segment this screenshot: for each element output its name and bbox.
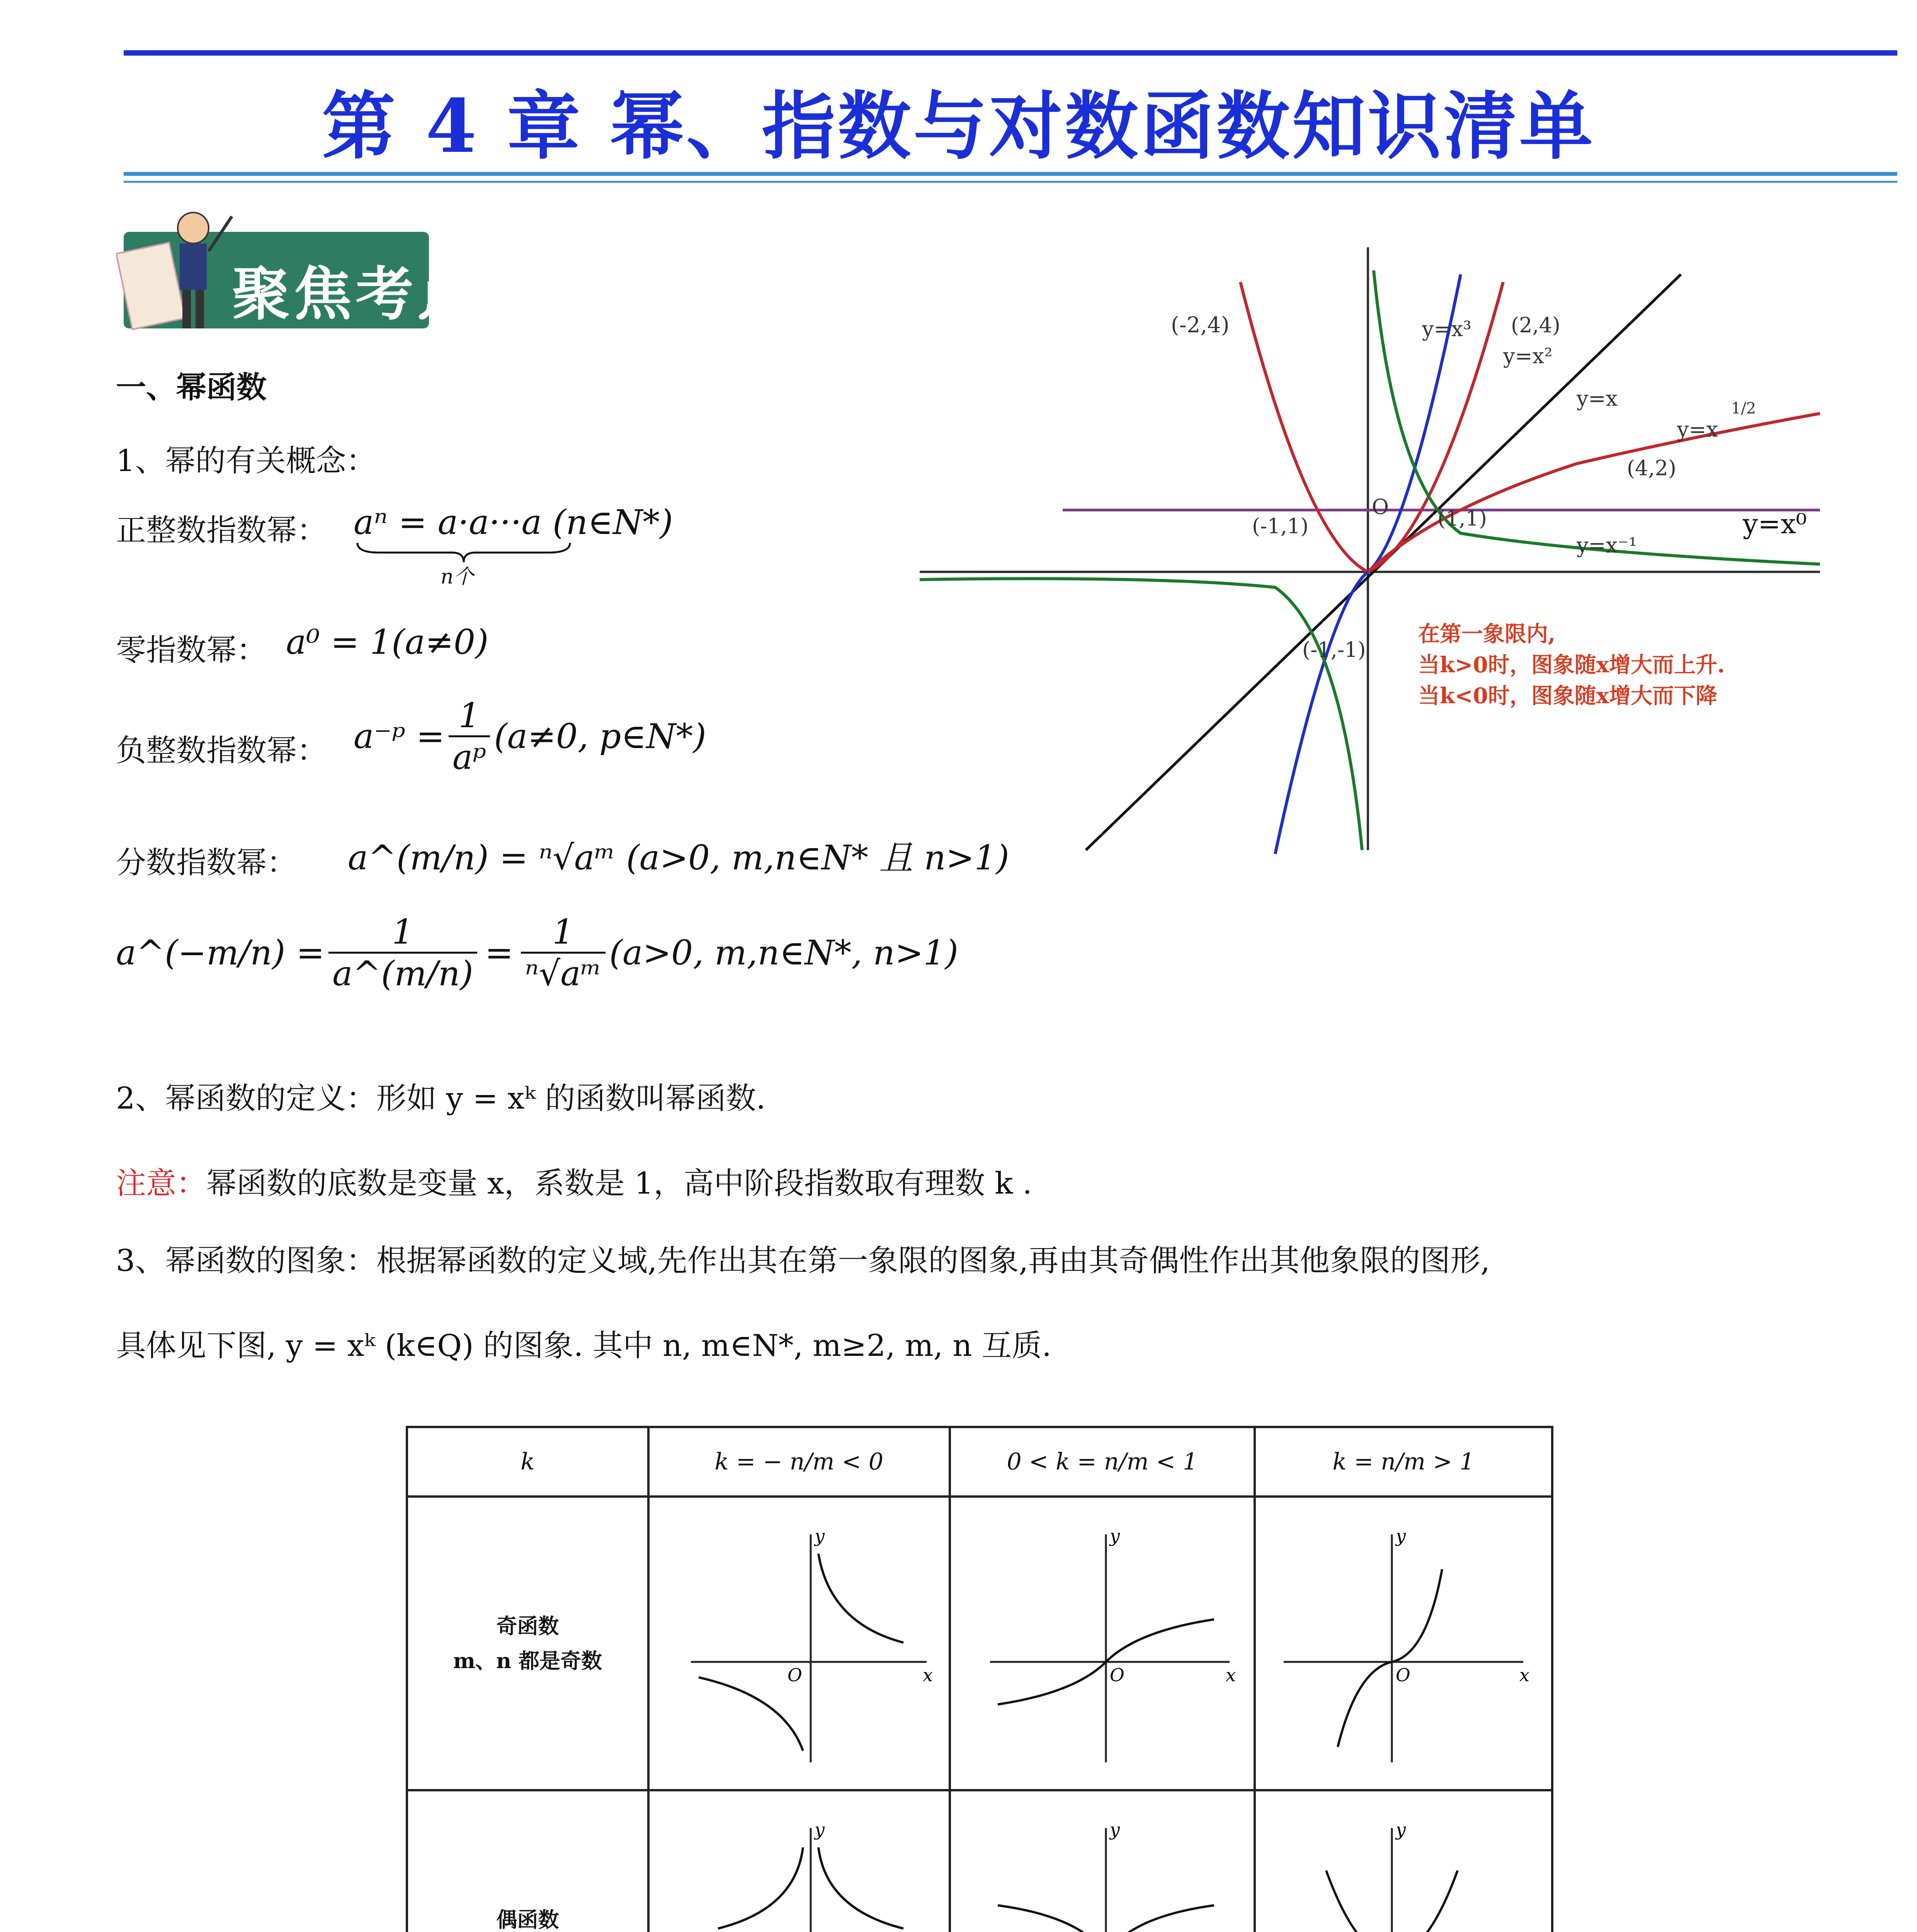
plot-odd-between <box>959 1507 1245 1778</box>
section-heading: 一、幂函数 <box>116 370 267 405</box>
svg-text:y: y <box>1396 1819 1406 1840</box>
table-header-greater: k = n/m > 1 <box>1255 1427 1552 1497</box>
table-row <box>407 1497 1552 1790</box>
plot-odd-negative <box>656 1507 942 1778</box>
svg-text:O: O <box>1396 1665 1410 1685</box>
plot-even-negative <box>656 1801 942 1932</box>
neg-num: 1 <box>449 696 490 737</box>
cell-even-greater <box>1255 1790 1552 1932</box>
def-negative-label: 负整数指数幂： <box>116 733 327 768</box>
neg-fraction <box>449 696 490 777</box>
item-1: 1、幂的有关概念： <box>116 444 376 478</box>
note-text: 幂函数的底数是变量 x，系数是 1，高中阶段指数取有理数 k . <box>206 1166 1032 1201</box>
svg-text:x: x <box>1519 1665 1530 1685</box>
label-y-x0: y=x⁰ <box>1743 508 1807 540</box>
def-fraction2-formula: a^(−m/n) = $\frac{1}{a\^{}(m/n)}$ = $\frac{1}{\text{ⁿ√aᵐ}}$ (a>0, m,n∈N*, n>1) <box>116 912 958 993</box>
frac2-fraction-1 <box>328 912 477 993</box>
graph-note-2: 当k>0时，图象随x增大而上升. <box>1418 652 1725 678</box>
svg-text:O: O <box>787 1665 802 1685</box>
table-header-k: k <box>407 1427 648 1497</box>
badge-label: 聚焦考点 <box>232 260 480 328</box>
label-half: 1/2 <box>1731 400 1756 417</box>
title-underline <box>124 172 1897 176</box>
frac2-fraction-2 <box>521 912 605 993</box>
plot-even-between <box>959 1801 1245 1932</box>
cell-odd-greater <box>1255 1497 1552 1790</box>
label-p-m1m1: (-1,-1) <box>1302 638 1366 662</box>
label-y-xm1: y=x⁻¹ <box>1577 533 1637 558</box>
cell-even-negative <box>648 1790 950 1932</box>
frac2-den-1: a^(m/n) <box>332 954 473 993</box>
plot-even-greater <box>1260 1801 1546 1932</box>
page-title: 第 4 章 幂、指数与对数函数知识清单 <box>322 83 1595 169</box>
item-2: 2、幂函数的定义：形如 y = xᵏ 的函数叫幂函数. <box>116 1081 766 1116</box>
def-positive-label: 正整数指数幂： <box>116 513 327 548</box>
svg-text:y: y <box>1110 1526 1120 1546</box>
svg-text:y: y <box>814 1819 825 1840</box>
svg-text:x: x <box>922 1665 933 1685</box>
table-header-negative: k = − n/m < 0 <box>648 1427 950 1497</box>
label-p-m11: (-1,1) <box>1252 514 1309 538</box>
graph-note-1: 在第一象限内, <box>1418 621 1556 647</box>
note-label: 注意： <box>116 1166 207 1201</box>
label-p-24: (2,4) <box>1511 313 1561 337</box>
table-header-between: 0 < k = n/m < 1 <box>950 1427 1255 1497</box>
neg-lhs: a⁻ᵖ = <box>354 716 445 756</box>
student-icon <box>116 201 247 340</box>
frac2-lhs: a^(−m/n) = <box>116 933 325 973</box>
row-label-even: 偶函数 <box>407 1790 648 1932</box>
graph-table <box>406 1426 1553 1932</box>
graph-note-3: 当k<0时，图象随x增大而下降 <box>1418 683 1718 709</box>
title-underline-thin <box>124 181 1897 183</box>
item-3: 3、幂函数的图象：根据幂函数的定义域,先作出其在第一象限的图象,再由其奇偶性作出其他象限的图形, <box>116 1243 1490 1278</box>
svg-text:y: y <box>1396 1526 1406 1546</box>
label-p-42: (4,2) <box>1627 456 1677 480</box>
def-fraction-label: 分数指数幂： <box>116 845 297 880</box>
frac2-den-2: ⁿ√aᵐ <box>525 954 602 993</box>
def-positive-formula: aⁿ = a·a···a (n∈N*) <box>354 502 673 542</box>
cell-odd-between <box>950 1497 1255 1790</box>
cell-odd-negative <box>648 1497 950 1790</box>
cell-even-between <box>950 1790 1255 1932</box>
label-y-xhalf: y=x <box>1677 417 1718 442</box>
svg-text:y: y <box>814 1526 825 1546</box>
svg-text:x: x <box>1226 1665 1236 1685</box>
top-rule <box>124 50 1897 56</box>
svg-text:O: O <box>1110 1665 1125 1685</box>
def-zero-formula: a⁰ = 1(a≠0) <box>286 622 489 662</box>
plot-odd-greater <box>1260 1507 1546 1778</box>
frac2-num-2: 1 <box>521 912 605 954</box>
frac2-cond: (a>0, m,n∈N*, n>1) <box>609 933 958 973</box>
power-functions-graph <box>920 247 1820 858</box>
def-fraction-formula: a^(m/n) = ⁿ√aᵐ (a>0, m,n∈N* 且 n>1) <box>348 838 1009 878</box>
def-zero-label: 零指数幂： <box>116 633 267 668</box>
table-row <box>407 1790 1552 1932</box>
brace-label: n个 <box>441 565 474 588</box>
label-y-x: y=x <box>1577 386 1618 411</box>
neg-cond: (a≠0, p∈N*) <box>494 716 706 756</box>
label-y-x3: y=x³ <box>1422 317 1471 341</box>
frac2-num-1: 1 <box>328 912 477 954</box>
curve-y-xm1-q3 <box>920 579 1362 850</box>
label-p-m24: (-2,4) <box>1171 313 1230 338</box>
item-3b: 具体见下图, y = xᵏ (k∈Q) 的图象. 其中 n, m∈N*, m≥2, m, n 互质. <box>116 1328 1052 1363</box>
table-header-row <box>407 1427 1552 1497</box>
note <box>116 1159 1032 1202</box>
label-p-11: (1,1) <box>1437 506 1487 531</box>
svg-text:y: y <box>1110 1819 1120 1840</box>
neg-den: aᵖ <box>452 737 486 777</box>
graph-table-grid <box>406 1426 1553 1932</box>
label-y-x2: y=x² <box>1503 344 1553 368</box>
row-label-odd: 奇函数 m、n 都是奇数 <box>407 1497 648 1790</box>
label-origin: O <box>1372 495 1389 519</box>
def-negative-formula <box>354 696 706 777</box>
